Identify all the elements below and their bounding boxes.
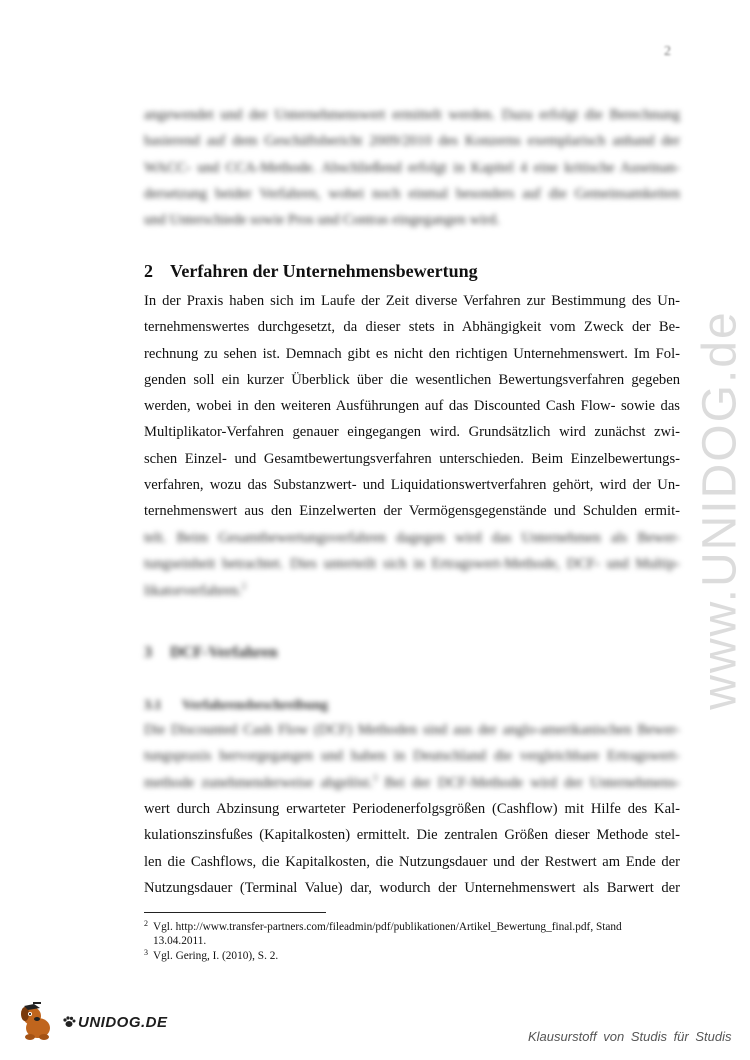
section-3-1-title: Verfahrensbeschreibung [182,698,328,713]
section-3-1-number: 3.1 [144,698,162,713]
section-2-number: 2 [144,261,153,281]
section-3-heading [144,644,278,662]
body-line: wert durch Abzinsung erwarteter Periodenerfolgsgrößen (Cashflow) mit Hilfe des Kal- [144,801,680,817]
body-line: verfahren, wozu das Substanzwert- und Liquidationswertverfahren gehört, wird der Un- [144,477,680,494]
footnote-3: 3 Vgl. Gering, I. (2010), S. 2. [144,949,680,963]
footnote-ref-3[interactable]: 3 [372,772,378,783]
body-line: Multiplikator-Verfahren genauer eingegangen wird. Grundsätzlich wird zunächst zwi- [144,424,680,441]
section-2-heading [144,261,478,282]
tagline: Klausurstoff von Studis für Studis [528,1029,732,1044]
section-3-number: 3 [144,644,152,661]
body-line: Nutzungsdauer (Terminal Value) dar, wodurch der Unternehmenswert als Barwert der [144,879,680,896]
intro-line: WACC- und CCA-Methode. Abschließend erfolgt in Kapitel 4 eine kritische Auseinan- [144,159,680,176]
section-3-title: DCF-Verfahren [170,644,278,661]
blurred-line: telt. Beim Gesamtbewertungsverfahren dagegen wird das Unternehmen als Bewer- [144,530,680,546]
watermark-text: www.UNIDOG.de [693,310,747,710]
footnote-url[interactable]: Vgl. http://www.transfer-partners.com/fileadmin/pdf/publikationen/Artikel_Bewertung_final.pdf, Stand [153,921,622,933]
intro-line: und Unterschiede sowie Pros und Contras eingegangen wird. [144,212,500,229]
section-3-1-heading [144,698,328,714]
body-line: werden, wobei in den weiteren Ausführungen auf das Discounted Cash Flow- sowie das [144,398,680,415]
blurred-line-last [144,578,680,604]
blurred-line [144,770,680,796]
body-line: ternehmenswert aus den Einzelwerten der Vermögensgegenstände und Schulden ermit- [144,503,680,520]
body-line: kulationszinsfußes (Kapitalkosten) ermittelt. Die zentralen Größen dieser Methode stel- [144,827,680,844]
footnotes [144,920,680,964]
blurred-text: Bei der DCF-Methode wird der Unternehmens- [377,774,680,791]
footnote-text: 13.04.2011. [153,935,207,947]
body-line: schen Einzel- und Gesamtbewertungsverfahren unterschieden. Beim Einzelbewertungs- [144,450,680,467]
blurred-line: tungspraxis hervorgegangen und haben in Deutschland die vergleichbare Ertragswert- [144,748,680,765]
footnote-ref-2[interactable]: 2 [241,580,247,591]
page-number: 2 [664,44,671,59]
section-3-1-body [144,796,680,901]
section-3-1-blurred [144,717,680,796]
body-line: genden soll ein kurzer Überblick über die wesentlichen Bewertungsverfahren gegeben [144,371,680,388]
intro-line: angewendet und der Unternehmenswert ermittelt werden. Dazu erfolgt die Berechnung [144,107,680,123]
section-2-body [144,288,680,525]
logo-text: UNIDOG.DE [78,1013,168,1031]
blurred-text: methode zunehmenderweise abgelöst. [144,774,373,791]
footnote-text: Vgl. Gering, I. (2010), S. 2. [153,950,279,962]
footnote-divider [144,912,326,913]
body-line: ternehmenswertes durchgesetzt, da dieser stets in Abhängigkeit vom Zweck der Be- [144,319,680,336]
intro-paragraph [144,102,680,233]
unidog-logo[interactable] [18,1002,168,1042]
intro-line: basierend auf dem Geschäftsbericht 2009/2010 des Konzerns exemplarisch anhand der [144,133,680,150]
watermark [685,280,750,740]
intro-line: dersetzung beider Verfahren, wobei noch einmal besonders auf die Gemeinsamkeiten [144,185,680,202]
blurred-text: likatorverfahren. [144,582,242,599]
footnote-2: 2 Vgl. http://www.transfer-partners.com/fileadmin/pdf/publikationen/Artikel_Bewertung_final.pdf, Stand 13.04.2011. [144,920,680,948]
section-2-blurred [144,525,680,604]
body-line: len die Cashflows, die Kapitalkosten, die Nutzungsdauer und der Restwert am Ende der [144,853,680,870]
blurred-line: Die Discounted Cash Flow (DCF) Methoden sind aus der anglo-amerikanischen Bewer- [144,722,680,738]
dog-mascot-icon [18,1002,62,1042]
body-line: In der Praxis haben sich im Laufe der Zeit diverse Verfahren zur Bestimmung des Un- [144,293,680,309]
section-2-title: Verfahren der Unternehmensbewertung [170,261,478,281]
paw-icon [62,1015,76,1029]
body-line: rechnung zu sehen ist. Demnach gibt es nicht den richtigen Unternehmenswert. Im Fol- [144,345,680,362]
blurred-line: tungseinheit betrachtet. Dies unterteilt sich in Ertragswert-Methode, DCF- und Multip- [144,556,680,573]
